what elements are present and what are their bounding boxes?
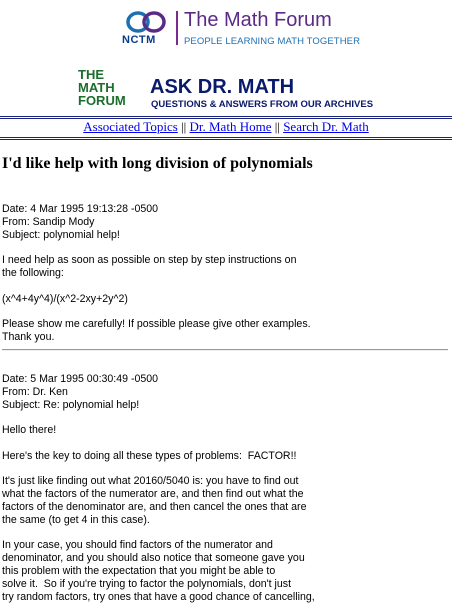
message-line: Please show me carefully! If possible please give other examples. <box>2 318 311 331</box>
logo-line: FORUM <box>78 93 126 108</box>
message-date: Date: 5 Mar 1995 00:30:49 -0500 <box>2 373 159 385</box>
message-line: (x^4+4y^4)/(x^2-2xy+2y^2) <box>2 292 128 305</box>
message-subject: Subject: Re: polynomial help! <box>2 398 140 411</box>
logo-line: THE <box>78 67 104 82</box>
question-message <box>2 203 311 344</box>
message-line: Hello there! <box>2 424 57 437</box>
dr-math-home-link[interactable]: Dr. Math Home <box>189 119 272 134</box>
message-from: From: Sandip Mody <box>2 215 95 228</box>
math-forum-logo[interactable] <box>78 68 138 112</box>
answer-message <box>2 373 315 603</box>
message-line: the following: <box>2 266 64 279</box>
ask-dr-math-title: ASK DR. MATH <box>150 76 295 98</box>
message-subject: Subject: polynomial help! <box>2 228 120 241</box>
message-divider <box>2 349 448 351</box>
message-line: Here's the key to doing all these types of problems: FACTOR!! <box>2 449 297 462</box>
message-date: Date: 4 Mar 1995 19:13:28 -0500 <box>2 203 159 215</box>
page-title: I'd like help with long division of polynomials <box>2 155 313 172</box>
message-line: solve it. So if you're trying to factor the polynomials, don't just <box>2 577 292 590</box>
logo-line: MATH <box>78 80 115 95</box>
message-line: this problem with the expectation that you might be able to <box>2 564 276 577</box>
message-line: denominator, and you should also notice that someone gave you <box>2 552 305 565</box>
nav-bottom-rule <box>0 137 452 140</box>
message-line: the same (to get 4 in this case). <box>2 513 150 526</box>
message-line: try random factors, try ones that have a good chance of cancelling, <box>2 590 315 603</box>
math-forum-banner[interactable] <box>0 0 452 60</box>
associated-topics-link[interactable]: Associated Topics <box>83 119 178 134</box>
nav-separator: || <box>181 119 187 134</box>
search-dr-math-link[interactable]: Search Dr. Math <box>283 119 369 134</box>
ask-dr-math-subtitle: QUESTIONS & ANSWERS FROM OUR ARCHIVES <box>151 99 374 110</box>
nctm-logo <box>120 9 170 49</box>
message-line: what the factors of the numerator are, and then find out what the <box>2 488 304 501</box>
message-line: In your case, you should find factors of the numerator and <box>2 539 273 552</box>
message-from: From: Dr. Ken <box>2 385 68 398</box>
banner-divider <box>176 11 178 45</box>
message-line: factors of the denominator are, and then cancel the ones that are <box>2 500 307 513</box>
nav-bar <box>0 119 452 135</box>
nctm-wordmark: NCTM <box>122 34 156 46</box>
message-line: It's just like finding out what 20160/5040 is: you have to find out <box>2 475 299 488</box>
message-line: Thank you. <box>2 330 55 343</box>
nav-separator: || <box>274 119 280 134</box>
nctm-infinity-icon <box>124 9 168 35</box>
site-title: The Math Forum <box>184 9 332 31</box>
message-line: I need help as soon as possible on step by step instructions on <box>2 254 297 267</box>
site-tagline: PEOPLE LEARNING MATH TOGETHER <box>184 36 361 47</box>
